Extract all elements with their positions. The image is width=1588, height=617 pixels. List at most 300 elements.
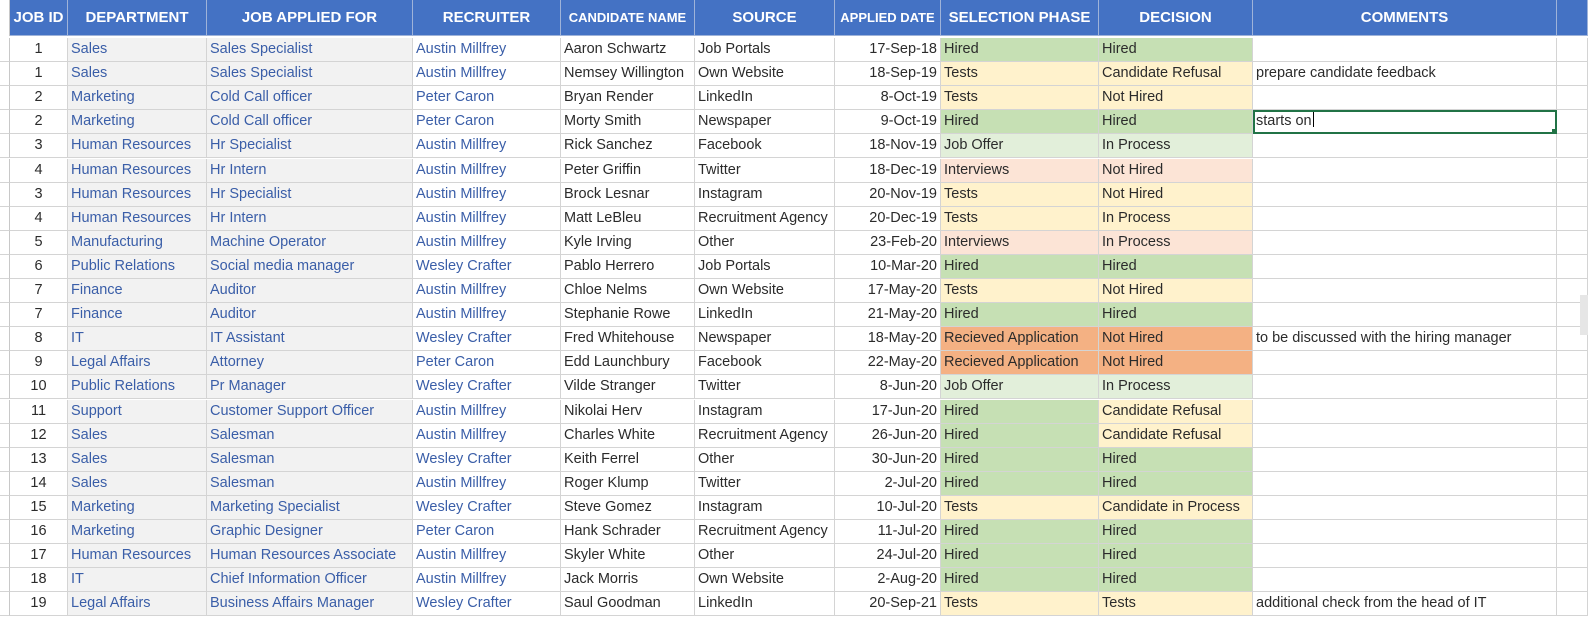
- cell-decision[interactable]: Hired: [1099, 448, 1253, 472]
- cell-empty[interactable]: [1557, 424, 1588, 448]
- cell-candidate-name[interactable]: Pablo Herrero: [561, 255, 695, 279]
- cell-job-id[interactable]: 2: [10, 86, 68, 110]
- cell-decision[interactable]: Candidate in Process: [1099, 496, 1253, 520]
- cell-department[interactable]: Human Resources: [68, 207, 207, 231]
- cell-source[interactable]: Twitter: [695, 472, 835, 496]
- cell-recruiter[interactable]: Wesley Crafter: [413, 255, 561, 279]
- header-row: [0, 0, 1588, 36]
- cell-department[interactable]: Sales: [68, 62, 207, 86]
- cell-job-applied-for[interactable]: Hr Intern: [207, 207, 413, 231]
- cell-job-applied-for[interactable]: Hr Intern: [207, 159, 413, 183]
- cell-source[interactable]: Recruitment Agency: [695, 424, 835, 448]
- cell-selection-phase[interactable]: Hired: [941, 544, 1099, 568]
- cell-applied-date[interactable]: 24-Jul-20: [835, 544, 941, 568]
- cell-candidate-name[interactable]: Bryan Render: [561, 86, 695, 110]
- cell-selection-phase[interactable]: Interviews: [941, 159, 1099, 183]
- cell-decision[interactable]: Hired: [1099, 110, 1253, 134]
- cell-decision[interactable]: In Process: [1099, 231, 1253, 255]
- row-gutter[interactable]: [0, 207, 10, 231]
- cell-department[interactable]: Sales: [68, 448, 207, 472]
- header-empty[interactable]: [1557, 0, 1588, 36]
- cell-candidate-name[interactable]: Edd Launchbury: [561, 351, 695, 375]
- cell-source[interactable]: Instagram: [695, 496, 835, 520]
- cell-recruiter[interactable]: Peter Caron: [413, 520, 561, 544]
- cell-department[interactable]: Finance: [68, 303, 207, 327]
- cell-comments[interactable]: [1253, 134, 1557, 158]
- cell-comments[interactable]: to be discussed with the hiring manager: [1253, 327, 1557, 351]
- cell-department[interactable]: Human Resources: [68, 183, 207, 207]
- cell-job-id[interactable]: 7: [10, 279, 68, 303]
- cell-recruiter[interactable]: Peter Caron: [413, 86, 561, 110]
- cell-empty[interactable]: [1557, 544, 1588, 568]
- cell-comments[interactable]: [1253, 159, 1557, 183]
- header-comments[interactable]: COMMENTS: [1253, 0, 1557, 36]
- cell-candidate-name[interactable]: Skyler White: [561, 544, 695, 568]
- cell-job-id[interactable]: 13: [10, 448, 68, 472]
- cell-candidate-name[interactable]: Chloe Nelms: [561, 279, 695, 303]
- cell-source[interactable]: Other: [695, 544, 835, 568]
- cell-candidate-name[interactable]: Peter Griffin: [561, 159, 695, 183]
- cell-comments[interactable]: [1253, 38, 1557, 62]
- cell-recruiter[interactable]: Peter Caron: [413, 351, 561, 375]
- cell-empty[interactable]: [1557, 183, 1588, 207]
- cell-comments[interactable]: prepare candidate feedback: [1253, 62, 1557, 86]
- cell-job-applied-for[interactable]: Sales Specialist: [207, 38, 413, 62]
- cell-decision[interactable]: Not Hired: [1099, 159, 1253, 183]
- cell-job-applied-for[interactable]: Customer Support Officer: [207, 400, 413, 424]
- cell-source[interactable]: LinkedIn: [695, 592, 835, 616]
- cell-job-id[interactable]: 18: [10, 568, 68, 592]
- cell-department[interactable]: IT: [68, 568, 207, 592]
- cell-source[interactable]: Facebook: [695, 351, 835, 375]
- cell-recruiter[interactable]: Austin Millfrey: [413, 544, 561, 568]
- cell-applied-date[interactable]: 22-May-20: [835, 351, 941, 375]
- cell-comments[interactable]: [1253, 255, 1557, 279]
- cell-selection-phase[interactable]: Interviews: [941, 231, 1099, 255]
- cell-job-applied-for[interactable]: Pr Manager: [207, 375, 413, 399]
- cell-decision[interactable]: Not Hired: [1099, 327, 1253, 351]
- cell-candidate-name[interactable]: Nikolai Herv: [561, 400, 695, 424]
- cell-candidate-name[interactable]: Brock Lesnar: [561, 183, 695, 207]
- cell-empty[interactable]: [1557, 568, 1588, 592]
- cell-empty[interactable]: [1557, 592, 1588, 616]
- cell-job-id[interactable]: 1: [10, 62, 68, 86]
- cell-candidate-name[interactable]: Stephanie Rowe: [561, 303, 695, 327]
- cell-empty[interactable]: [1557, 400, 1588, 424]
- row-gutter[interactable]: [0, 38, 10, 62]
- cell-candidate-name[interactable]: Charles White: [561, 424, 695, 448]
- cell-applied-date[interactable]: 17-Sep-18: [835, 38, 941, 62]
- cell-applied-date[interactable]: 21-May-20: [835, 303, 941, 327]
- cell-department[interactable]: Sales: [68, 472, 207, 496]
- cell-recruiter[interactable]: Peter Caron: [413, 110, 561, 134]
- cell-comments[interactable]: [1253, 303, 1557, 327]
- cell-job-applied-for[interactable]: Attorney: [207, 351, 413, 375]
- cell-comments[interactable]: [1253, 207, 1557, 231]
- row-gutter[interactable]: [0, 448, 10, 472]
- table-row: [0, 279, 1588, 303]
- cell-empty[interactable]: [1557, 110, 1588, 134]
- cell-job-id[interactable]: 6: [10, 255, 68, 279]
- cell-source[interactable]: Newspaper: [695, 110, 835, 134]
- cell-recruiter[interactable]: Austin Millfrey: [413, 134, 561, 158]
- header-recruiter[interactable]: RECRUITER: [413, 0, 561, 36]
- cell-recruiter[interactable]: Austin Millfrey: [413, 472, 561, 496]
- cell-candidate-name[interactable]: Morty Smith: [561, 110, 695, 134]
- cell-candidate-name[interactable]: Fred Whitehouse: [561, 327, 695, 351]
- cell-source[interactable]: Own Website: [695, 568, 835, 592]
- cell-candidate-name[interactable]: Vilde Stranger: [561, 375, 695, 399]
- cell-comments[interactable]: [1253, 375, 1557, 399]
- cell-job-id[interactable]: 5: [10, 231, 68, 255]
- cell-selection-phase[interactable]: Tests: [941, 592, 1099, 616]
- cell-empty[interactable]: [1557, 472, 1588, 496]
- cell-recruiter[interactable]: Austin Millfrey: [413, 400, 561, 424]
- cell-selection-phase[interactable]: Tests: [941, 86, 1099, 110]
- cell-decision[interactable]: Candidate Refusal: [1099, 424, 1253, 448]
- row-gutter[interactable]: [0, 62, 10, 86]
- cell-job-applied-for[interactable]: Hr Specialist: [207, 134, 413, 158]
- cell-decision[interactable]: Hired: [1099, 38, 1253, 62]
- row-gutter[interactable]: [0, 279, 10, 303]
- row-gutter[interactable]: [0, 592, 10, 616]
- row-gutter[interactable]: [0, 110, 10, 134]
- cell-source[interactable]: Own Website: [695, 62, 835, 86]
- cell-applied-date[interactable]: 18-Sep-19: [835, 62, 941, 86]
- cell-recruiter[interactable]: Austin Millfrey: [413, 279, 561, 303]
- cell-recruiter[interactable]: Wesley Crafter: [413, 327, 561, 351]
- cell-job-id[interactable]: 2: [10, 110, 68, 134]
- header-applied-date[interactable]: APPLIED DATE: [835, 0, 941, 36]
- cell-job-applied-for[interactable]: Graphic Designer: [207, 520, 413, 544]
- cell-comments[interactable]: [1253, 279, 1557, 303]
- cell-comments[interactable]: [1253, 400, 1557, 424]
- cell-source[interactable]: Recruitment Agency: [695, 207, 835, 231]
- cell-job-id[interactable]: 11: [10, 400, 68, 424]
- cell-decision[interactable]: Candidate Refusal: [1099, 400, 1253, 424]
- cell-decision[interactable]: Not Hired: [1099, 351, 1253, 375]
- cell-applied-date[interactable]: 17-Jun-20: [835, 400, 941, 424]
- cell-job-id[interactable]: 7: [10, 303, 68, 327]
- cell-decision[interactable]: Not Hired: [1099, 183, 1253, 207]
- table-row: [0, 544, 1588, 568]
- cell-comments[interactable]: [1253, 86, 1557, 110]
- cell-decision[interactable]: Hired: [1099, 520, 1253, 544]
- cell-comments[interactable]: [1253, 424, 1557, 448]
- cell-job-id[interactable]: 4: [10, 159, 68, 183]
- cell-empty[interactable]: [1557, 207, 1588, 231]
- cell-job-id[interactable]: 19: [10, 592, 68, 616]
- cell-decision[interactable]: Hired: [1099, 303, 1253, 327]
- cell-candidate-name[interactable]: Saul Goodman: [561, 592, 695, 616]
- cell-job-id[interactable]: 15: [10, 496, 68, 520]
- cell-applied-date[interactable]: 26-Jun-20: [835, 424, 941, 448]
- cell-department[interactable]: Legal Affairs: [68, 351, 207, 375]
- cell-decision[interactable]: Hired: [1099, 544, 1253, 568]
- cell-job-applied-for[interactable]: Human Resources Associate: [207, 544, 413, 568]
- row-gutter[interactable]: [0, 400, 10, 424]
- cell-empty[interactable]: [1557, 375, 1588, 399]
- cell-department[interactable]: Manufacturing: [68, 231, 207, 255]
- cell-decision[interactable]: Hired: [1099, 255, 1253, 279]
- cell-selection-phase[interactable]: Job Offer: [941, 134, 1099, 158]
- cell-selection-phase[interactable]: Hired: [941, 400, 1099, 424]
- cell-candidate-name[interactable]: Jack Morris: [561, 568, 695, 592]
- cell-decision[interactable]: Hired: [1099, 568, 1253, 592]
- cell-job-id[interactable]: 16: [10, 520, 68, 544]
- cell-department[interactable]: Human Resources: [68, 159, 207, 183]
- cell-source[interactable]: Twitter: [695, 375, 835, 399]
- cell-source[interactable]: LinkedIn: [695, 86, 835, 110]
- cell-decision[interactable]: In Process: [1099, 134, 1253, 158]
- cell-candidate-name[interactable]: Aaron Schwartz: [561, 38, 695, 62]
- cell-selection-phase[interactable]: Tests: [941, 496, 1099, 520]
- row-gutter[interactable]: [0, 544, 10, 568]
- cell-job-applied-for[interactable]: IT Assistant: [207, 327, 413, 351]
- cell-job-id[interactable]: 9: [10, 351, 68, 375]
- cell-decision[interactable]: Not Hired: [1099, 86, 1253, 110]
- cell-source[interactable]: Twitter: [695, 159, 835, 183]
- row-gutter[interactable]: [0, 255, 10, 279]
- header-department[interactable]: DEPARTMENT: [68, 0, 207, 36]
- cell-selection-phase[interactable]: Hired: [941, 520, 1099, 544]
- cell-department[interactable]: Marketing: [68, 496, 207, 520]
- cell-selection-phase[interactable]: Recieved Application: [941, 327, 1099, 351]
- cell-job-id[interactable]: 3: [10, 183, 68, 207]
- cell-department[interactable]: Sales: [68, 424, 207, 448]
- cell-department[interactable]: Support: [68, 400, 207, 424]
- row-gutter[interactable]: [0, 472, 10, 496]
- cell-candidate-name[interactable]: Rick Sanchez: [561, 134, 695, 158]
- cell-comments[interactable]: [1253, 544, 1557, 568]
- cell-comments[interactable]: [1253, 520, 1557, 544]
- cell-comments[interactable]: [1253, 448, 1557, 472]
- cell-source[interactable]: LinkedIn: [695, 303, 835, 327]
- cell-selection-phase[interactable]: Hired: [941, 568, 1099, 592]
- cell-applied-date[interactable]: 2-Jul-20: [835, 472, 941, 496]
- cell-candidate-name[interactable]: Steve Gomez: [561, 496, 695, 520]
- cell-applied-date[interactable]: 17-May-20: [835, 279, 941, 303]
- cell-applied-date[interactable]: 9-Oct-19: [835, 110, 941, 134]
- cell-job-applied-for[interactable]: Cold Call officer: [207, 86, 413, 110]
- cell-recruiter[interactable]: Austin Millfrey: [413, 159, 561, 183]
- row-gutter[interactable]: [0, 134, 10, 158]
- row-gutter[interactable]: [0, 496, 10, 520]
- cell-source[interactable]: Instagram: [695, 183, 835, 207]
- cell-source[interactable]: Job Portals: [695, 38, 835, 62]
- cell-job-applied-for[interactable]: Auditor: [207, 279, 413, 303]
- cell-department[interactable]: Human Resources: [68, 134, 207, 158]
- cell-job-id[interactable]: 4: [10, 207, 68, 231]
- cell-empty[interactable]: [1557, 159, 1588, 183]
- cell-job-applied-for[interactable]: Chief Information Officer: [207, 568, 413, 592]
- cell-decision[interactable]: Hired: [1099, 472, 1253, 496]
- cell-comments[interactable]: additional check from the head of IT: [1253, 592, 1557, 616]
- cell-empty[interactable]: [1557, 134, 1588, 158]
- cell-source[interactable]: Other: [695, 231, 835, 255]
- cell-comments[interactable]: [1253, 472, 1557, 496]
- cell-comments[interactable]: [1253, 351, 1557, 375]
- cell-department[interactable]: Marketing: [68, 86, 207, 110]
- row-gutter[interactable]: [0, 86, 10, 110]
- cell-empty[interactable]: [1557, 448, 1588, 472]
- cell-empty[interactable]: [1557, 520, 1588, 544]
- cell-applied-date[interactable]: 8-Oct-19: [835, 86, 941, 110]
- cell-recruiter[interactable]: Austin Millfrey: [413, 183, 561, 207]
- row-gutter[interactable]: [0, 568, 10, 592]
- cell-source[interactable]: Instagram: [695, 400, 835, 424]
- cell-job-id[interactable]: 8: [10, 327, 68, 351]
- cell-applied-date[interactable]: 2-Aug-20: [835, 568, 941, 592]
- cell-job-applied-for[interactable]: Salesman: [207, 424, 413, 448]
- cell-recruiter[interactable]: Austin Millfrey: [413, 568, 561, 592]
- row-gutter[interactable]: [0, 303, 10, 327]
- cell-candidate-name[interactable]: Hank Schrader: [561, 520, 695, 544]
- cell-job-id[interactable]: 17: [10, 544, 68, 568]
- cell-department[interactable]: Marketing: [68, 110, 207, 134]
- row-gutter[interactable]: [0, 424, 10, 448]
- cell-recruiter[interactable]: Austin Millfrey: [413, 231, 561, 255]
- cell-job-applied-for[interactable]: Salesman: [207, 472, 413, 496]
- header-job-id[interactable]: JOB ID: [10, 0, 68, 36]
- cell-job-applied-for[interactable]: Hr Specialist: [207, 183, 413, 207]
- cell-empty[interactable]: [1557, 351, 1588, 375]
- cell-job-id[interactable]: 10: [10, 375, 68, 399]
- cell-selection-phase[interactable]: Hired: [941, 472, 1099, 496]
- cell-source[interactable]: Other: [695, 448, 835, 472]
- cell-selection-phase[interactable]: Hired: [941, 303, 1099, 327]
- header-job-applied-for[interactable]: JOB APPLIED FOR: [207, 0, 413, 36]
- cell-job-applied-for[interactable]: Salesman: [207, 448, 413, 472]
- cell-recruiter[interactable]: Austin Millfrey: [413, 38, 561, 62]
- cell-job-applied-for[interactable]: Cold Call officer: [207, 110, 413, 134]
- row-gutter[interactable]: [0, 327, 10, 351]
- cell-candidate-name[interactable]: Keith Ferrel: [561, 448, 695, 472]
- cell-selection-phase[interactable]: Tests: [941, 279, 1099, 303]
- row-gutter[interactable]: [0, 375, 10, 399]
- cell-selection-phase[interactable]: Tests: [941, 207, 1099, 231]
- cell-department[interactable]: Public Relations: [68, 255, 207, 279]
- cell-applied-date[interactable]: 10-Jul-20: [835, 496, 941, 520]
- cell-selection-phase[interactable]: Tests: [941, 62, 1099, 86]
- cell-job-applied-for[interactable]: Business Affairs Manager: [207, 592, 413, 616]
- row-gutter[interactable]: [0, 183, 10, 207]
- cell-recruiter[interactable]: Wesley Crafter: [413, 592, 561, 616]
- cell-recruiter[interactable]: Austin Millfrey: [413, 62, 561, 86]
- cell-selection-phase[interactable]: Recieved Application: [941, 351, 1099, 375]
- cell-selection-phase[interactable]: Hired: [941, 38, 1099, 62]
- cell-selection-phase[interactable]: Hired: [941, 448, 1099, 472]
- row-gutter[interactable]: [0, 351, 10, 375]
- header-candidate-name[interactable]: CANDIDATE NAME: [561, 0, 695, 36]
- cell-job-applied-for[interactable]: Social media manager: [207, 255, 413, 279]
- cell-applied-date[interactable]: 30-Jun-20: [835, 448, 941, 472]
- cell-empty[interactable]: [1557, 231, 1588, 255]
- row-gutter[interactable]: [0, 159, 10, 183]
- cell-selection-phase[interactable]: Tests: [941, 183, 1099, 207]
- cell-job-id[interactable]: 3: [10, 134, 68, 158]
- cell-comments[interactable]: [1253, 183, 1557, 207]
- cell-recruiter[interactable]: Austin Millfrey: [413, 303, 561, 327]
- cell-comments[interactable]: [1253, 568, 1557, 592]
- cell-department[interactable]: IT: [68, 327, 207, 351]
- cell-applied-date[interactable]: 11-Jul-20: [835, 520, 941, 544]
- cell-department[interactable]: Legal Affairs: [68, 592, 207, 616]
- cell-job-id[interactable]: 14: [10, 472, 68, 496]
- header-decision[interactable]: DECISION: [1099, 0, 1253, 36]
- cell-recruiter[interactable]: Wesley Crafter: [413, 375, 561, 399]
- cell-department[interactable]: Human Resources: [68, 544, 207, 568]
- cell-empty[interactable]: [1557, 86, 1588, 110]
- vertical-scrollbar[interactable]: [1580, 295, 1588, 335]
- cell-decision[interactable]: Candidate Refusal: [1099, 62, 1253, 86]
- cell-recruiter[interactable]: Wesley Crafter: [413, 496, 561, 520]
- cell-job-applied-for[interactable]: Auditor: [207, 303, 413, 327]
- header-selection-phase[interactable]: SELECTION PHASE: [941, 0, 1099, 36]
- cell-department[interactable]: Public Relations: [68, 375, 207, 399]
- cell-department[interactable]: Finance: [68, 279, 207, 303]
- cell-job-applied-for[interactable]: Sales Specialist: [207, 62, 413, 86]
- cell-empty[interactable]: [1557, 496, 1588, 520]
- cell-recruiter[interactable]: Austin Millfrey: [413, 424, 561, 448]
- cell-candidate-name[interactable]: Roger Klump: [561, 472, 695, 496]
- cell-decision[interactable]: Tests: [1099, 592, 1253, 616]
- cell-candidate-name[interactable]: Matt LeBleu: [561, 207, 695, 231]
- header-source[interactable]: SOURCE: [695, 0, 835, 36]
- cell-applied-date[interactable]: 18-Nov-19: [835, 134, 941, 158]
- cell-empty[interactable]: [1557, 255, 1588, 279]
- cell-comments[interactable]: [1253, 496, 1557, 520]
- cell-applied-date[interactable]: 8-Jun-20: [835, 375, 941, 399]
- cell-source[interactable]: Newspaper: [695, 327, 835, 351]
- active-cell-comments[interactable]: starts on: [1253, 110, 1557, 134]
- cell-recruiter[interactable]: Wesley Crafter: [413, 448, 561, 472]
- cell-candidate-name[interactable]: Kyle Irving: [561, 231, 695, 255]
- cell-source[interactable]: Own Website: [695, 279, 835, 303]
- cell-selection-phase[interactable]: Hired: [941, 424, 1099, 448]
- row-gutter[interactable]: [0, 520, 10, 544]
- cell-applied-date[interactable]: 23-Feb-20: [835, 231, 941, 255]
- cell-applied-date[interactable]: 18-Dec-19: [835, 159, 941, 183]
- cell-recruiter[interactable]: Austin Millfrey: [413, 207, 561, 231]
- cell-comments[interactable]: [1253, 231, 1557, 255]
- cell-applied-date[interactable]: 20-Sep-21: [835, 592, 941, 616]
- cell-empty[interactable]: [1557, 38, 1588, 62]
- cell-job-id[interactable]: 1: [10, 38, 68, 62]
- cell-applied-date[interactable]: 20-Nov-19: [835, 183, 941, 207]
- cell-selection-phase[interactable]: Hired: [941, 255, 1099, 279]
- cell-decision[interactable]: In Process: [1099, 375, 1253, 399]
- cell-applied-date[interactable]: 18-May-20: [835, 327, 941, 351]
- cell-department[interactable]: Marketing: [68, 520, 207, 544]
- cell-candidate-name[interactable]: Nemsey Willington: [561, 62, 695, 86]
- cell-empty[interactable]: [1557, 62, 1588, 86]
- cell-source[interactable]: Job Portals: [695, 255, 835, 279]
- cell-decision[interactable]: In Process: [1099, 207, 1253, 231]
- cell-department[interactable]: Sales: [68, 38, 207, 62]
- cell-applied-date[interactable]: 10-Mar-20: [835, 255, 941, 279]
- cell-applied-date[interactable]: 20-Dec-19: [835, 207, 941, 231]
- cell-job-id[interactable]: 12: [10, 424, 68, 448]
- cell-source[interactable]: Facebook: [695, 134, 835, 158]
- cell-job-applied-for[interactable]: Marketing Specialist: [207, 496, 413, 520]
- cell-selection-phase[interactable]: Hired: [941, 110, 1099, 134]
- row-gutter[interactable]: [0, 231, 10, 255]
- cell-source[interactable]: Recruitment Agency: [695, 520, 835, 544]
- cell-job-applied-for[interactable]: Machine Operator: [207, 231, 413, 255]
- cell-decision[interactable]: Not Hired: [1099, 279, 1253, 303]
- cell-selection-phase[interactable]: Job Offer: [941, 375, 1099, 399]
